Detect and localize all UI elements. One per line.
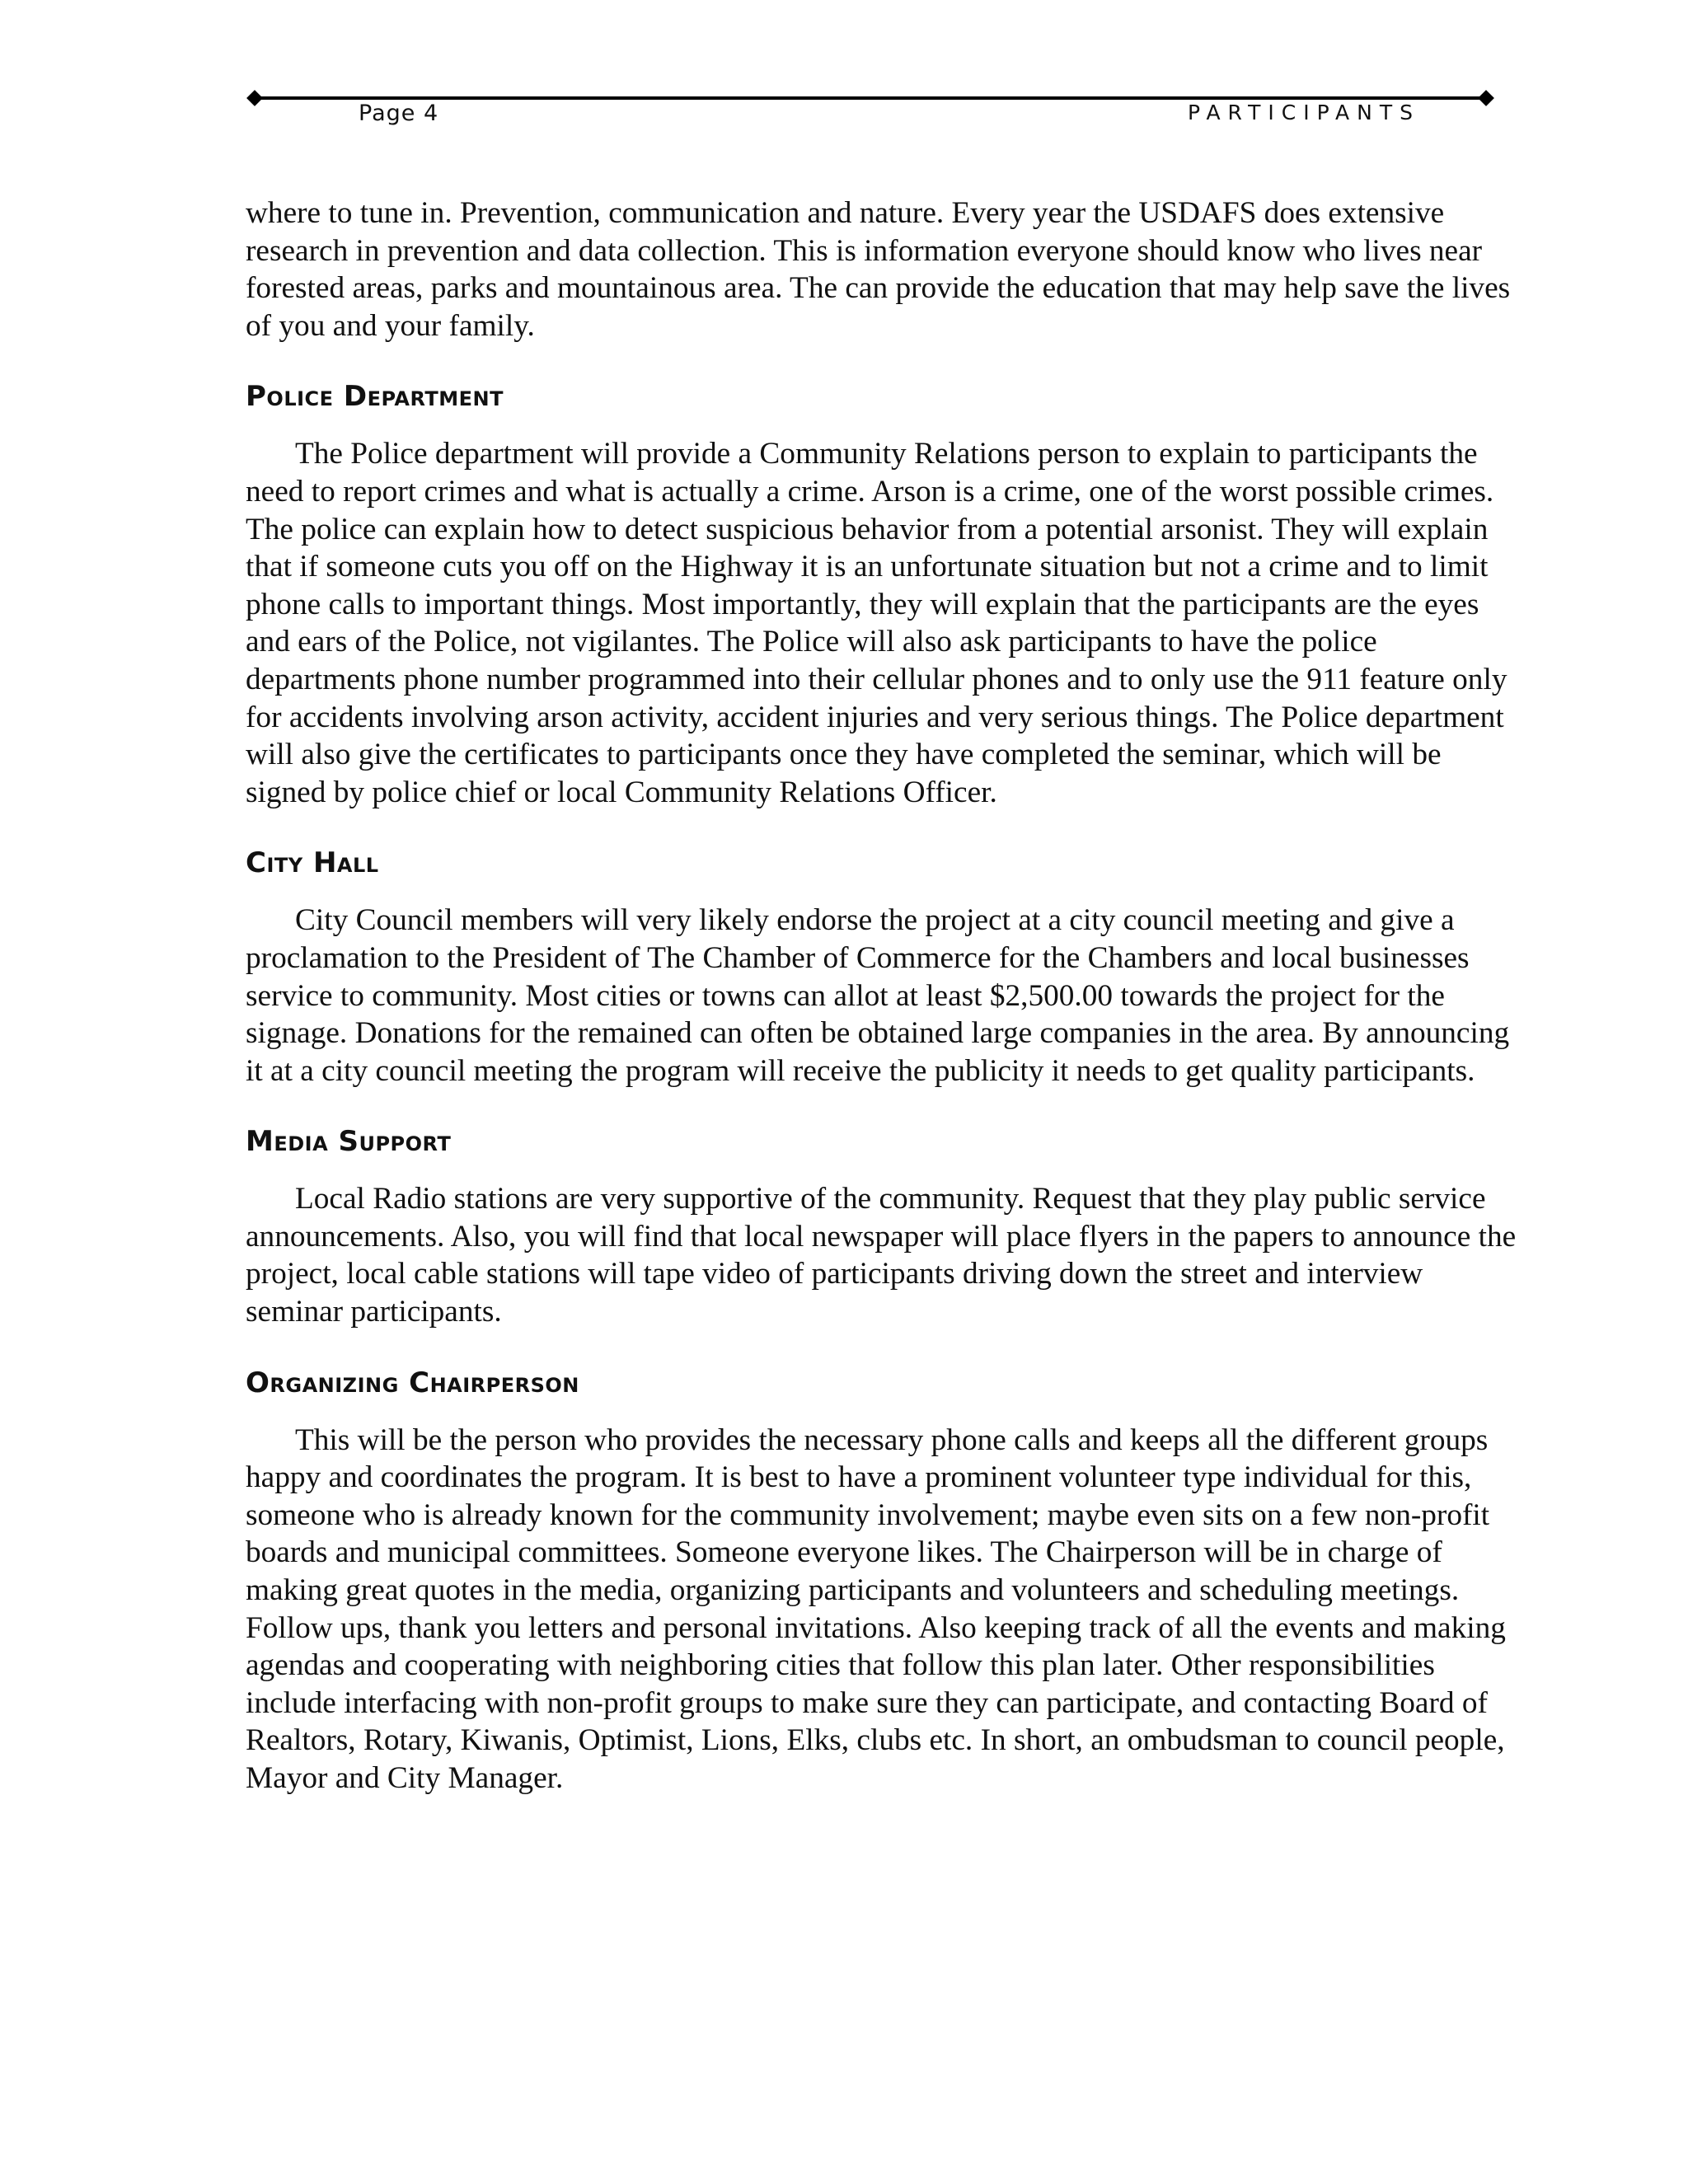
- page-number: Page 4: [359, 101, 439, 126]
- section-heading-organizing-chairperson: Organizing Chairperson: [246, 1366, 579, 1399]
- page-content: [246, 194, 1522, 1797]
- running-header-section: PARTICIPANTS: [1187, 101, 1420, 124]
- header-rule: [253, 96, 1486, 100]
- header-rule-right-diamond: [1478, 90, 1494, 106]
- section-heading-city-hall: City Hall: [246, 846, 379, 880]
- section-heading-media-support: Media Support: [246, 1125, 452, 1159]
- section-paragraph-police-department: The Police department will provide a Community Relations person to explain to participants the need to report crimes and what is actually a crime. Arson is a crime, one of the worst possible crimes. The police can explain how to detect suspicious behavior from a potential arsonist. They will explain that if someone cuts you off on the Highway it is an unfortunate situation but not a crime and to limit phone calls to important things. Most importantly, they will explain that the participants are the eyes and ears of the Police, not vigilantes. The Police will also ask participants to have the police departments phone number programmed into their cellular phones and to only use the 911 feature only for accidents involving arson activity, accident injuries and very serious things. The Police department will also give the certificates to participants once they have completed the seminar, which will be signed by police chief or local Community Relations Officer.: [246, 437, 1507, 809]
- section-paragraph-city-hall: City Council members will very likely endorse the project at a city council meeting and give a proclamation to the President of The Chamber of Commerce for the Chambers and local businesses service to community. Most cities or towns can allot at least $2,500.00 towards the project for the signage. Donations for the remained can often be obtained large companies in the area. By announcing it at a city council meeting the program will receive the publicity it needs to get quality participants.: [246, 903, 1510, 1088]
- section-paragraph-media-support: Local Radio stations are very supportive of the community. Request that they play public service announcements. Also, you will find that local newspaper will place flyers in the papers to announce the project, local cable stations will tape video of participants driving down the street and interview seminar participants.: [246, 1182, 1517, 1329]
- intro-paragraph: where to tune in. Prevention, communication and nature. Every year the USDAFS does extensive research in prevention and data collection. This is information everyone should know who lives near forested areas, parks and mountainous area. The can provide the education that may help save the lives of you and your family.: [246, 196, 1511, 343]
- section-heading-police-department: Police Department: [246, 380, 504, 414]
- section-paragraph-organizing-chairperson: This will be the person who provides the necessary phone calls and keeps all the different groups happy and coordinates the program. It is best to have a prominent volunteer type individual for this, someone who is already known for the community involvement; maybe even sits on a few non-profit boards and municipal committees. Someone everyone likes. The Chairperson will be in charge of making great quotes in the media, organizing participants and volunteers and scheduling meetings. Follow ups, thank you letters and personal invitations. Also keeping track of all the events and making agendas and cooperating with neighboring cities that follow this plan later. Other responsibilities include interfacing with non-profit groups to make sure they can participate, and contacting Board of Realtors, Rotary, Kiwanis, Optimist, Lions, Elks, clubs etc. In short, an ombudsman to council people, Mayor and City Manager.: [246, 1422, 1506, 1795]
